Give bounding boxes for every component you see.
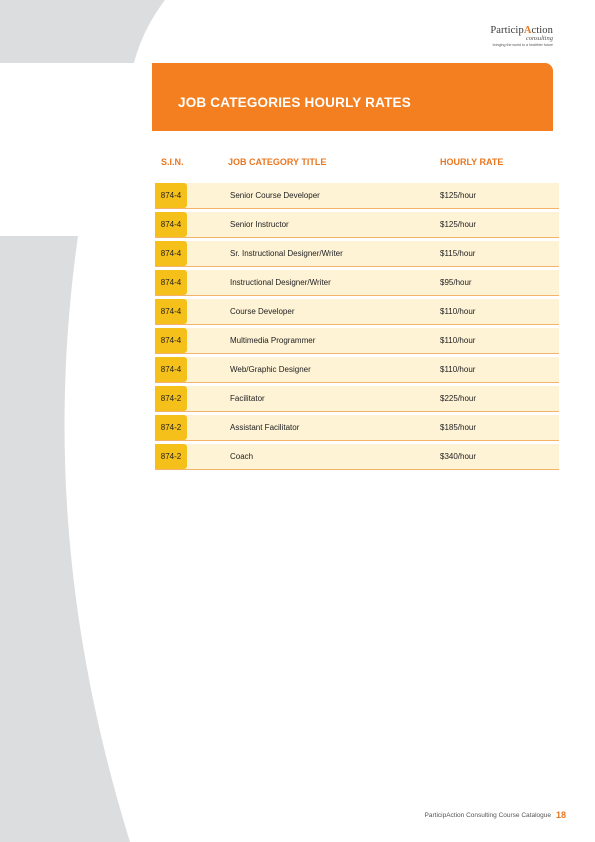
table-row bbox=[155, 241, 559, 267]
page-title: JOB CATEGORIES HOURLY RATES bbox=[178, 95, 411, 110]
section-banner bbox=[152, 63, 553, 131]
table-row bbox=[155, 270, 559, 296]
hourly-rate-cell: $115/hour bbox=[440, 249, 476, 258]
page-number: 18 bbox=[555, 810, 566, 820]
hourly-rate-cell: $125/hour bbox=[440, 220, 477, 229]
hourly-rate-cell: $340/hour bbox=[440, 452, 477, 461]
hourly-rate-cell: $185/hour bbox=[440, 423, 477, 432]
table-row bbox=[155, 357, 559, 383]
sin-cell: 874-2 bbox=[155, 444, 187, 469]
logo-tagline: bringing the world to a healthier future bbox=[492, 43, 553, 47]
sin-cell: 874-4 bbox=[155, 241, 187, 266]
sin-cell: 874-4 bbox=[155, 328, 187, 353]
table-row bbox=[155, 328, 559, 354]
job-title-cell: Senior Instructor bbox=[230, 220, 289, 229]
job-title-cell: Sr. Instructional Designer/Writer bbox=[230, 249, 343, 258]
sin-cell: 874-4 bbox=[155, 212, 187, 237]
job-title-cell: Course Developer bbox=[230, 307, 295, 316]
header-hourly-rate: HOURLY RATE bbox=[440, 157, 504, 167]
sin-cell: 874-2 bbox=[155, 386, 187, 411]
table-row bbox=[155, 299, 559, 325]
sin-cell: 874-4 bbox=[155, 357, 187, 382]
job-title-cell: Coach bbox=[230, 452, 254, 461]
footer-text: ParticipAction Consulting Course Catalogue bbox=[424, 812, 551, 819]
job-title-cell: Assistant Facilitator bbox=[230, 423, 300, 432]
participaction-logo bbox=[469, 25, 553, 47]
logo-subtitle: consulting bbox=[525, 35, 553, 42]
job-title-cell: Multimedia Programmer bbox=[230, 336, 316, 345]
hourly-rate-cell: $110/hour bbox=[440, 336, 476, 345]
hourly-rate-cell: $110/hour bbox=[440, 365, 476, 374]
job-title-cell: Senior Course Developer bbox=[230, 191, 320, 200]
sin-cell: 874-4 bbox=[155, 183, 187, 208]
decor-swoosh-top bbox=[0, 0, 165, 63]
sin-cell: 874-4 bbox=[155, 299, 187, 324]
table-row bbox=[155, 183, 559, 209]
table-row bbox=[155, 415, 559, 441]
job-title-cell: Web/Graphic Designer bbox=[230, 365, 311, 374]
job-title-cell: Instructional Designer/Writer bbox=[230, 278, 331, 287]
page-footer bbox=[0, 810, 595, 824]
hourly-rate-cell: $95/hour bbox=[440, 278, 472, 287]
job-title-cell: Facilitator bbox=[230, 394, 265, 403]
hourly-rate-cell: $110/hour bbox=[440, 307, 476, 316]
table-row bbox=[155, 444, 559, 470]
table-row bbox=[155, 212, 559, 238]
header-sin: S.I.N. bbox=[161, 157, 184, 167]
table-row bbox=[155, 386, 559, 412]
logo-wordmark: ParticipAction bbox=[490, 25, 553, 36]
hourly-rate-cell: $125/hour bbox=[440, 191, 477, 200]
hourly-rate-cell: $225/hour bbox=[440, 394, 477, 403]
header-job-category-title: JOB CATEGORY TITLE bbox=[228, 157, 327, 167]
decor-swoosh-left bbox=[0, 236, 130, 842]
sin-cell: 874-2 bbox=[155, 415, 187, 440]
sin-cell: 874-4 bbox=[155, 270, 187, 295]
